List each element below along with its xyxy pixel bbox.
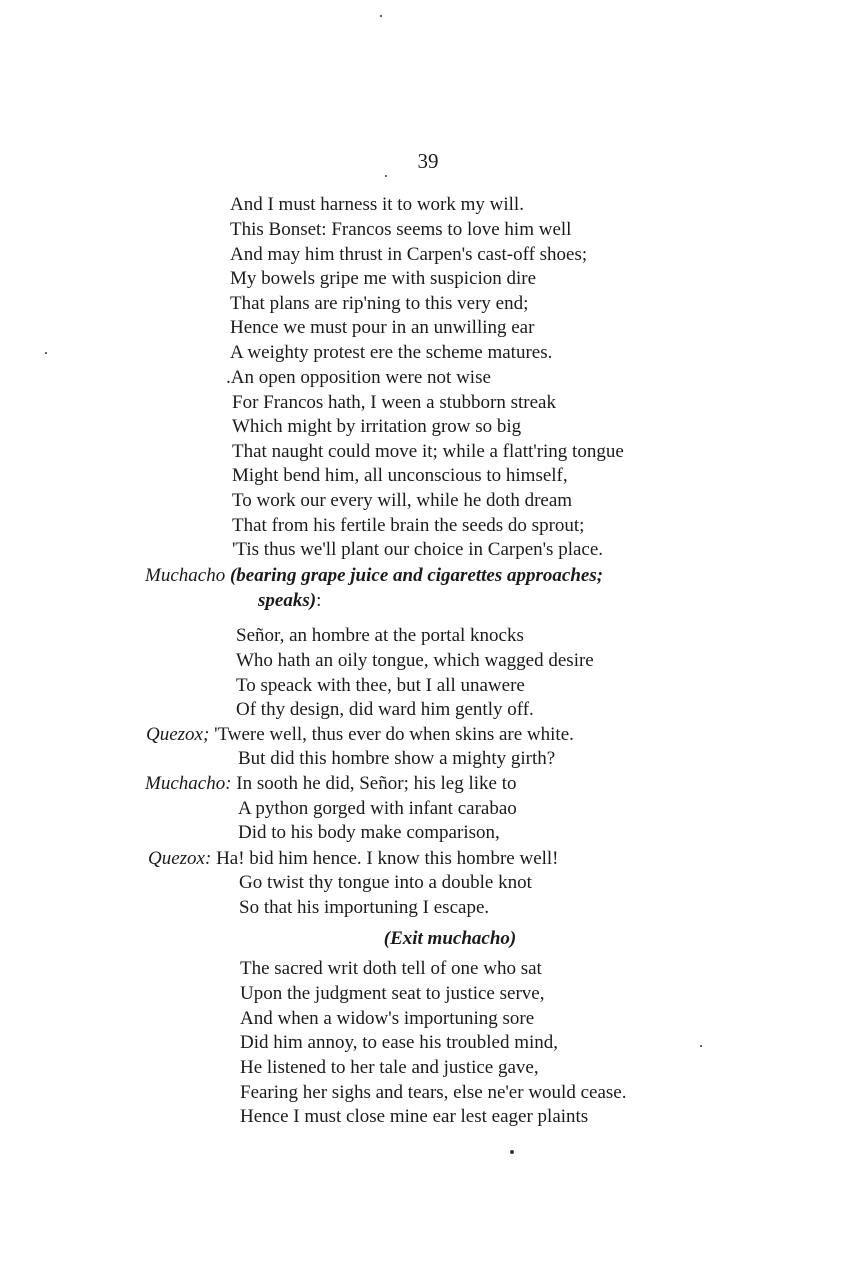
verse-line: But did this hombre show a mighty girth? xyxy=(238,748,556,769)
verse-line: .An open opposition were not wise xyxy=(226,367,491,388)
verse-line: A python gorged with infant carabao xyxy=(238,798,517,819)
stage-direction-continued xyxy=(258,589,321,613)
speech-line: Ha! bid him hence. I know this hombre well! xyxy=(216,848,559,869)
verse-line: This Bonset: Francos seems to love him well xyxy=(230,219,572,240)
stage-direction: speaks) xyxy=(258,590,317,611)
verse-line: Fearing her sighs and tears, else ne'er would cease. xyxy=(240,1082,627,1103)
scan-speck xyxy=(700,1045,702,1047)
verse-line: To work our every will, while he doth dream xyxy=(232,490,573,511)
verse-line: My bowels gripe me with suspicion dire xyxy=(230,268,537,289)
scan-speck xyxy=(385,175,387,177)
speech-line: 'Twere well, thus ever do when skins are white. xyxy=(214,724,574,745)
speaker-name: Quezox; xyxy=(146,724,210,745)
page-number: 39 xyxy=(417,149,439,173)
verse-line: Did to his body make comparison, xyxy=(238,822,500,843)
scan-speck xyxy=(380,15,382,17)
verse-line: Who hath an oily tongue, which wagged desire xyxy=(236,650,594,671)
verse-line: So that his importuning I escape. xyxy=(239,897,490,918)
verse-line: 'Tis thus we'll plant our choice in Carpen's place. xyxy=(232,539,604,560)
verse-line: Of thy design, did ward him gently off. xyxy=(236,699,534,720)
verse-line: For Francos hath, I ween a stubborn streak xyxy=(232,392,556,413)
verse-line: To speack with thee, but I all unawere xyxy=(236,675,525,696)
verse-line: That from his fertile brain the seeds do sprout; xyxy=(232,515,585,536)
verse-line: Might bend him, all unconscious to himself, xyxy=(232,465,568,486)
stage-direction: (bearing grape juice and cigarettes approaches; xyxy=(229,565,604,586)
speech-line: In sooth he did, Señor; his leg like to xyxy=(236,773,517,794)
speaker-name: Muchacho: xyxy=(145,773,232,794)
scan-speck xyxy=(510,1150,514,1154)
verse-line: Which might by irritation grow so big xyxy=(232,416,522,437)
verse-line: The sacred writ doth tell of one who sat xyxy=(240,958,542,979)
stage-direction-exit: (Exit muchacho) xyxy=(383,928,517,949)
scan-speck xyxy=(45,352,47,354)
punctuation: : xyxy=(316,590,322,611)
verse-line: He listened to her tale and justice gave, xyxy=(240,1057,539,1078)
speaker-name: Muchacho xyxy=(145,565,226,586)
speech xyxy=(148,847,559,871)
verse-line: And when a widow's importuning sore xyxy=(240,1008,535,1029)
verse-line: Hence I must close mine ear lest eager plaints xyxy=(240,1106,589,1127)
speaker-entry xyxy=(145,564,603,588)
speech xyxy=(146,723,574,747)
verse-line: That plans are rip'ning to this very end; xyxy=(230,293,529,314)
speech xyxy=(145,772,517,796)
verse-line: Go twist thy tongue into a double knot xyxy=(239,872,532,893)
verse-line: Hence we must pour in an unwilling ear xyxy=(230,317,535,338)
verse-line: Upon the judgment seat to justice serve, xyxy=(240,983,545,1004)
speaker-name: Quezox: xyxy=(148,848,212,869)
verse-line: And I must harness it to work my will. xyxy=(230,194,524,215)
verse-line: Did him annoy, to ease his troubled mind, xyxy=(240,1032,559,1053)
verse-line: A weighty protest ere the scheme matures. xyxy=(230,342,553,363)
verse-line: And may him thrust in Carpen's cast-off shoes; xyxy=(230,244,588,265)
verse-line: Señor, an hombre at the portal knocks xyxy=(236,625,524,646)
verse-line: That naught could move it; while a flatt'ring tongue xyxy=(232,441,624,462)
